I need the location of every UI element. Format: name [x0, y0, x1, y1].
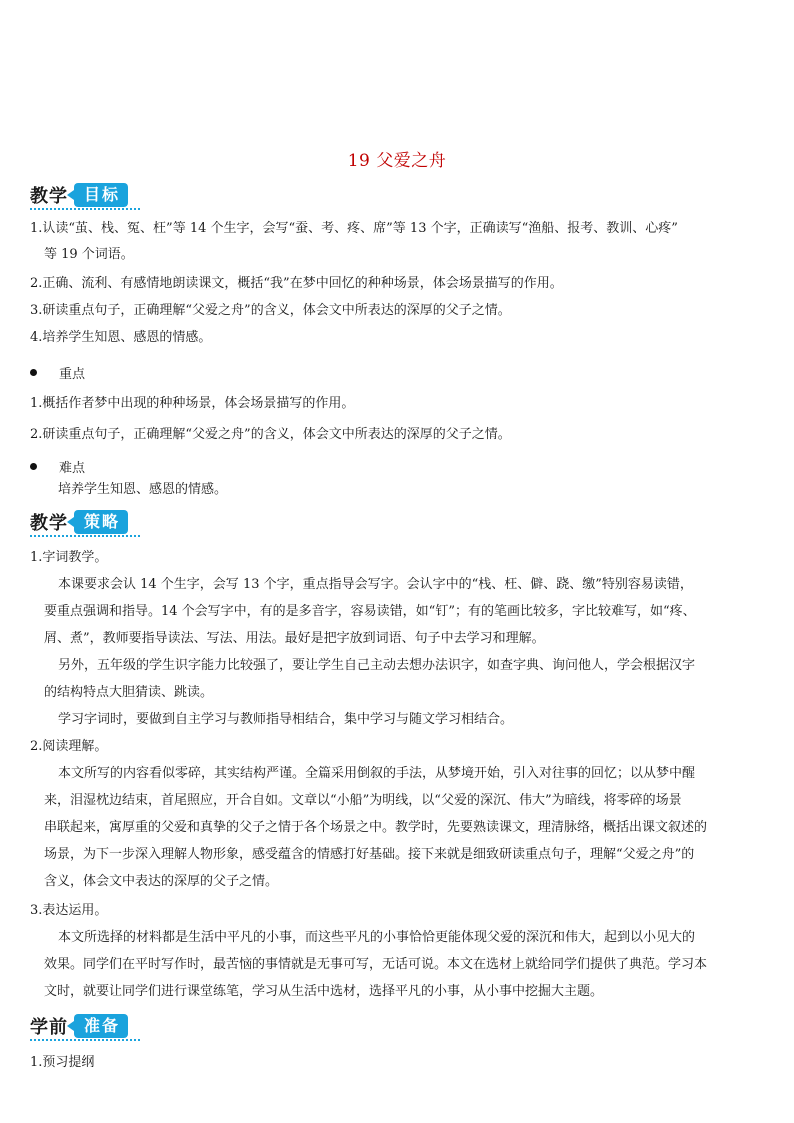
goal-item: 2.正确、流利、有感情地朗读课文，概括“我”在梦中回忆的种种场景，体会场景描写的作用。 — [30, 276, 563, 291]
section-label: 学前 — [30, 1017, 68, 1038]
section-header-prep — [30, 1011, 128, 1041]
section-divider — [30, 1039, 140, 1041]
strategy-paragraph-line: 要重点强调和指导。14 个会写字中，有的是多音字，容易读错，如“钉”；有的笔画比较多，字比较难写，如“疼、 — [44, 604, 696, 619]
strategy-paragraph-line: 本课要求会认 14 个生字，会写 13 个字，重点指导会写字。会认字中的“栈、枉、僻、跷、缴”特别容易读错， — [58, 577, 693, 592]
strategy-paragraph-line: 本文所写的内容看似零碎，其实结构严谨。全篇采用倒叙的手法，从梦境开始，引入对往事的回忆；以从梦中醒 — [58, 766, 696, 781]
strategy-paragraph-line: 来，泪湿枕边结束，首尾照应，开合自如。文章以“小船”为明线，以“父爱的深沉、伟大”为暗线，将零碎的场景 — [44, 793, 682, 808]
strategy-paragraph-line: 效果。同学们在平时写作时，最苦恼的事情就是无事可写，无话可说。本文在选材上就给同学们提供了典范。学习本 — [44, 957, 708, 972]
difficulty-heading — [30, 457, 85, 476]
difficulty-label: 难点 — [59, 461, 86, 476]
bullet-icon — [30, 463, 37, 470]
section-badge: 目标 — [74, 183, 128, 207]
strategy-heading: 3.表达运用。 — [30, 903, 108, 918]
section-badge: 准备 — [74, 1014, 128, 1038]
bullet-icon — [30, 369, 37, 376]
section-header-goals — [30, 180, 128, 210]
section-label: 教学 — [30, 513, 68, 534]
strategy-paragraph-line: 含义，体会文中表达的深厚的父子之情。 — [44, 874, 279, 889]
strategy-paragraph-line: 本文所选择的材料都是生活中平凡的小事，而这些平凡的小事恰恰更能体现父爱的深沉和伟大，起到以小见大的 — [58, 930, 696, 945]
key-point-item: 2.研读重点句子，正确理解“父爱之舟”的含义，体会文中所表达的深厚的父子之情。 — [30, 427, 511, 442]
strategy-heading: 1.字词教学。 — [30, 550, 108, 565]
key-point-item: 1.概括作者梦中出现的种种场景，体会场景描写的作用。 — [30, 396, 355, 411]
key-points-label: 重点 — [59, 367, 86, 382]
section-badge: 策略 — [74, 510, 128, 534]
goal-item: 1.认读“茧、栈、冤、枉”等 14 个生字，会写“蚕、考、疼、席”等 13 个字，正确读写“渔船、报考、教训、心疼” — [30, 221, 678, 236]
strategy-paragraph-line: 文时，就要让同学们进行课堂练笔，学习从生活中选材，选择平凡的小事，从小事中挖掘大主题。 — [44, 984, 604, 999]
section-label: 教学 — [30, 186, 68, 207]
section-header-strategy — [30, 507, 128, 537]
strategy-paragraph-line: 屑、煮”，教师要指导读法、写法、用法。最好是把字放到词语、句子中去学习和理解。 — [44, 631, 545, 646]
strategy-paragraph-line: 学习字词时，要做到自主学习与教师指导相结合，集中学习与随文学习相结合。 — [58, 712, 514, 727]
goal-item: 3.研读重点句子，正确理解“父爱之舟”的含义，体会文中所表达的深厚的父子之情。 — [30, 303, 511, 318]
goal-item: 4.培养学生知恩、感恩的情感。 — [30, 330, 212, 345]
strategy-paragraph-line: 另外，五年级的学生识字能力比较强了，要让学生自己主动去想办法识字，如查字典、询问他人，学会根据汉字 — [58, 658, 696, 673]
prep-item: 1.预习提纲 — [30, 1055, 95, 1070]
strategy-heading: 2.阅读理解。 — [30, 739, 108, 754]
difficulty-text: 培养学生知恩、感恩的情感。 — [58, 482, 228, 497]
goal-item-continued: 等 19 个词语。 — [44, 247, 134, 262]
section-divider — [30, 535, 140, 537]
strategy-paragraph-line: 场景，为下一步深入理解人物形象，感受蕴含的情感打好基础。接下来就是细致研读重点句子，理解“父爱之舟”的 — [44, 847, 695, 862]
strategy-paragraph-line: 串联起来，寓厚重的父爱和真挚的父子之情于各个场景之中。教学时，先要熟读课文，理清脉络，概括出课文叙述的 — [44, 820, 708, 835]
section-divider — [30, 208, 140, 210]
key-points-heading — [30, 363, 85, 382]
page-title: 19 父爱之舟 — [347, 151, 447, 171]
strategy-paragraph-line: 的结构特点大胆猜读、跳读。 — [44, 685, 214, 700]
